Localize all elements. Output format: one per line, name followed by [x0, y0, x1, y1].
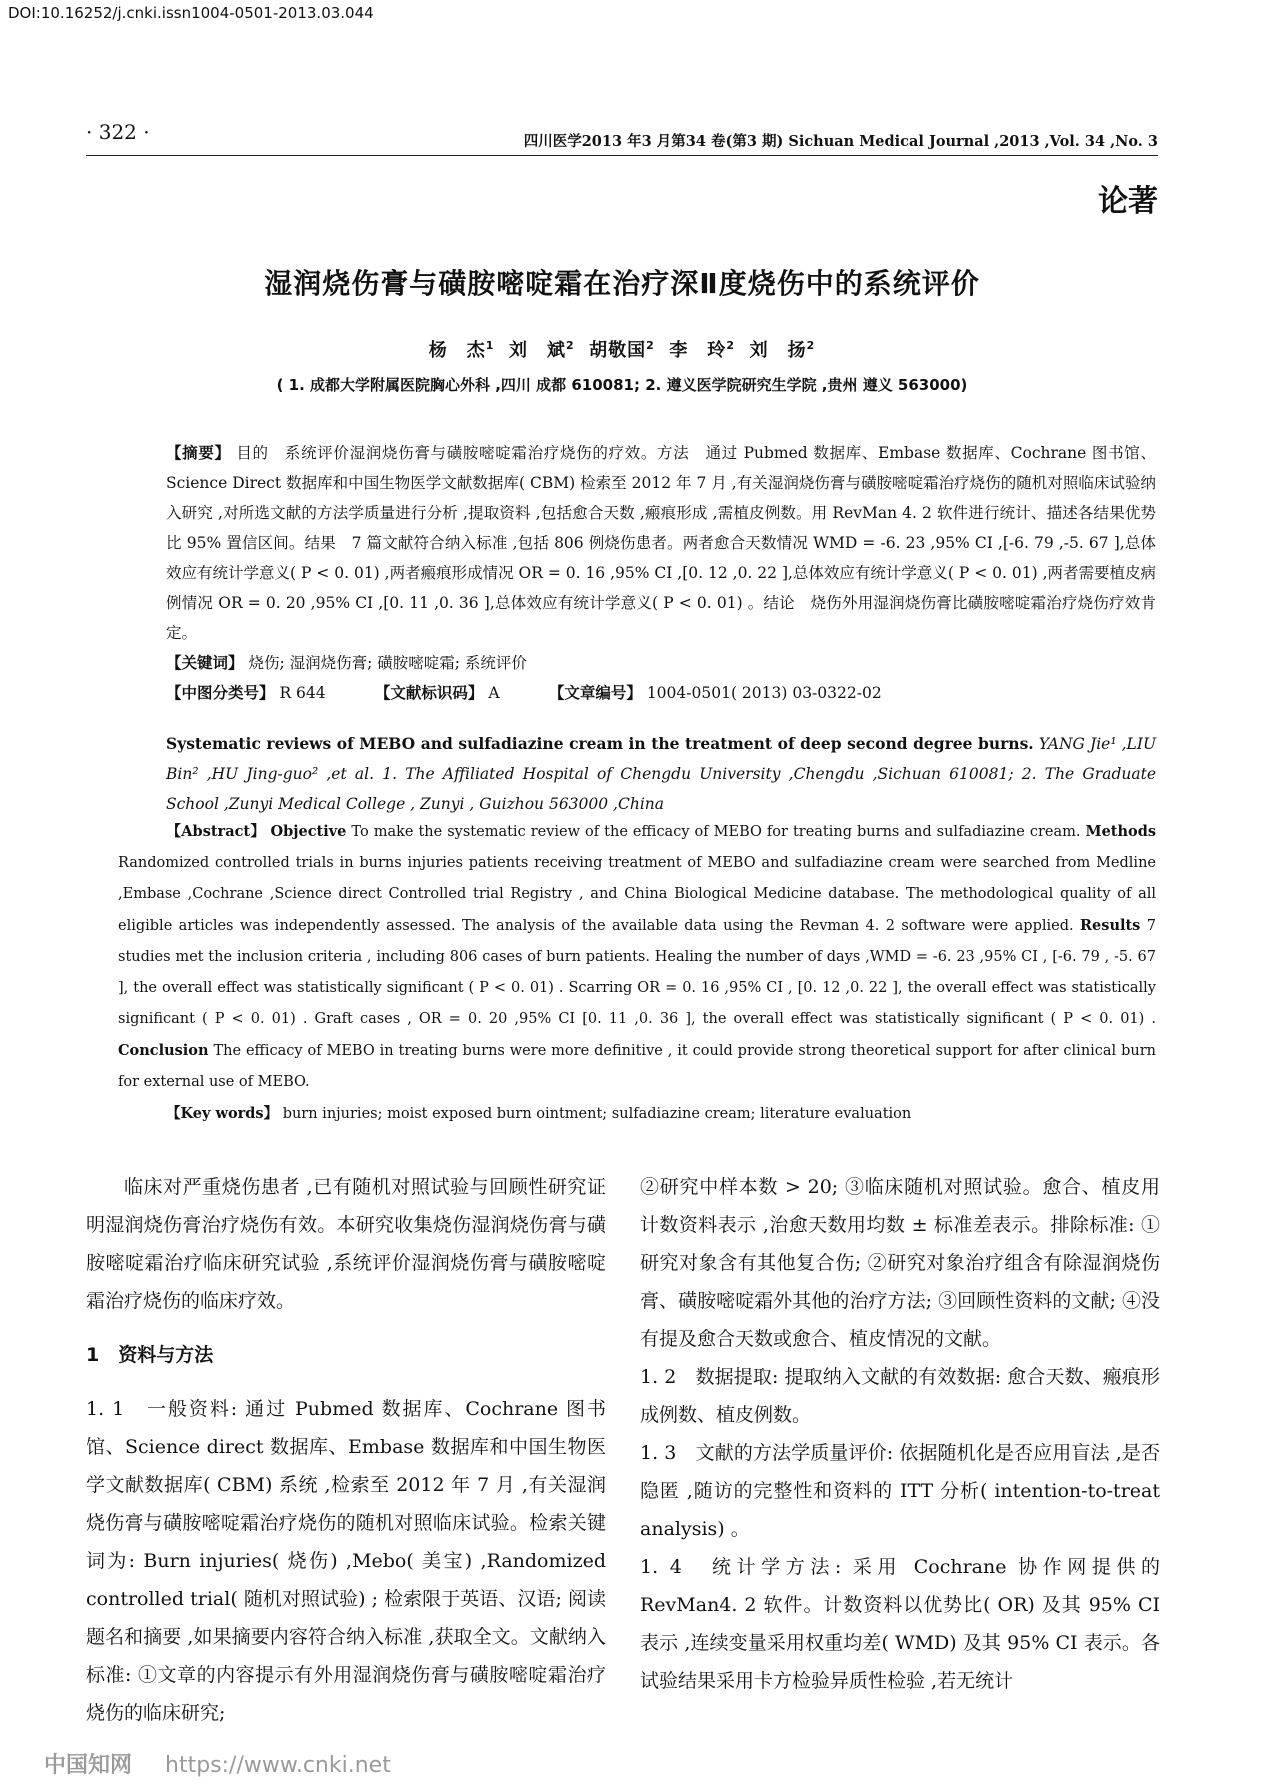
- author: 杨 杰$^1$: [428, 339, 495, 361]
- author-list: [86, 336, 1158, 362]
- paragraph-1-3: 1. 3 文献的方法学质量评价: 依据随机化是否应用盲法 ,是否隐匿 ,随访的完整性和资料的 ITT 分析( intention-to-treat analysis) 。: [640, 1442, 1160, 1540]
- header-rule: [86, 155, 1158, 156]
- classification-line: 【中图分类号】 R 644 【文献标识码】 A 【文章编号】 1004-0501( 2013) 03-0322-02: [166, 683, 882, 702]
- chinese-abstract: [166, 438, 1156, 708]
- author: 胡敬国$^2$: [589, 339, 655, 361]
- abstract-label: 【摘要】: [166, 443, 231, 462]
- abstract-text: 目的 系统评价湿润烧伤膏与磺胺嘧啶霜治疗烧伤的疗效。方法 通过 Pubmed 数据库、Embase 数据库、Cochrane 图书馆、Science Direct 数据库和中国生物医学文献数据库( CBM) 检索至 2012 年 7 月 ,有关湿润烧伤膏与磺胺嘧啶霜治疗烧伤的随机对照临床试验纳入研究 ,对所选文献的方法学质量进行分析 ,提取资料 ,包括愈合天数 ,瘢痕形成 ,需植皮例数。用 RevMan 4. 2 软件进行统计、描述各结果优势比 95% 置信区间。结果 7 篇文献符合纳入标准 ,包括 806 例烧伤患者。两者愈合天数情况 WMD = -6. 23 ,95% CI ,[-6. 79 ,-5. 67 ],总体效应有统计学意义( P < 0. 01) ,两者瘢痕形成情况 OR = 0. 16 ,95% CI ,[0. 12 ,0. 22 ],总体效应有统计学意义( P < 0. 01) ,两者需要植皮病例情况 OR = 0. 20 ,95% CI ,[0. 11 ,0. 36 ],总体效应有统计学意义( P < 0. 01) 。结论 烧伤外用湿润烧伤膏比磺胺嘧啶霜治疗烧伤疗效肯定。: [166, 444, 1157, 642]
- author: 李 玲$^2$: [669, 339, 736, 361]
- page-number: · 322 ·: [86, 120, 150, 144]
- english-title: Systematic reviews of MEBO and sulfadiazine cream in the treatment of deep second degree burns.: [166, 734, 1034, 753]
- journal-header: 四川医学2013 年3 月第34 卷(第3 期) Sichuan Medical Journal ,2013 ,Vol. 34 ,No. 3: [523, 133, 1158, 150]
- body-column-left: [86, 1168, 606, 1732]
- keywords-en-label: 【Key words】: [166, 1105, 279, 1122]
- footer-watermark: [44, 1748, 391, 1779]
- section-heading: 1 资料与方法: [86, 1344, 214, 1366]
- intro-paragraph: 临床对严重烧伤患者 ,已有随机对照试验与回顾性研究证明湿润烧伤膏治疗烧伤有效。本研究收集烧伤湿润烧伤膏与磺胺嘧啶霜治疗临床研究试验 ,系统评价湿润烧伤膏与磺胺嘧啶霜治疗烧伤的临床疗效。: [86, 1176, 606, 1312]
- english-abstract: 【Abstract】 Objective To make the systematic review of the efficacy of MEBO for treating burns and sulfadiazine cream. Methods Randomized controlled trials in burns injuries patients receiving treatment of MEBO and sulfadiazine cream were searched from Medline ,Embase ,Cochrane ,Science direct Controlled trial Registry , and China Biological Medicine database. The methodological quality of all eligible articles was independently assessed. The analysis of the available data using the Revman 4. 2 software were applied. Results 7 studies met the inclusion criteria , including 806 cases of burn patients. Healing the number of days ,WMD = -6. 23 ,95% CI , [-6. 79 , -5. 67 ], the overall effect was statistically significant ( P < 0. 01) . Scarring OR = 0. 16 ,95% CI , [0. 12 ,0. 22 ], the overall effect was statistically significant ( P < 0. 01) . Graft cases , OR = 0. 20 ,95% CI [0. 11 ,0. 36 ], the overall effect was statistically significant ( P < 0. 01) . Conclusion The efficacy of MEBO in treating burns were more definitive , it could provide strong theoretical support for after clinical burn for external use of MEBO. 【Key words】 burn injuries; moist exposed burn ointment; sulfadiazine cream; literature evaluation: [118, 823, 1157, 1122]
- keywords-line: 【关键词】 烧伤; 湿润烧伤膏; 磺胺嘧啶霜; 系统评价: [166, 653, 527, 672]
- english-title-block: [166, 729, 1156, 819]
- paragraph-criteria: ②研究中样本数 > 20; ③临床随机对照试验。愈合、植皮用计数资料表示 ,治愈天数用均数 ± 标准差表示。排除标准: ①研究对象含有其他复合伤; ②研究对象治疗组含有除湿润烧伤膏、磺胺嘧啶霜外其他的治疗方法; ③回顾性资料的文献; ④没有提及愈合天数或愈合、植皮情况的文献。: [640, 1176, 1160, 1350]
- body-column-right: [640, 1168, 1160, 1700]
- english-authors: YANG Jie¹ ,LIU Bin² ,HU Jing-guo² ,et al. 1. The Affiliated Hospital of Chengdu University ,Chengdu ,Sichuan 610081; 2. The Graduate School ,Zunyi Medical College , Zunyi , Guizhou 563000 ,China: [166, 735, 1157, 813]
- author: 刘 斌$^2$: [508, 339, 575, 361]
- cnki-url[interactable]: https://www.cnki.net: [165, 1753, 391, 1778]
- paragraph-1-1: 1. 1 一般资料: 通过 Pubmed 数据库、Cochrane 图书馆、Science direct 数据库、Embase 数据库和中国生物医学文献数据库( CBM) 系统 ,检索至 2012 年 7 月 ,有关湿润烧伤膏与磺胺嘧啶霜治疗烧伤的随机对照临床试验。检索关键词为: Burn injuries( 烧伤) ,Mebo( 美宝) ,Randomized controlled trial( 随机对照试验) ; 检索限于英语、汉语; 阅读题名和摘要 ,如果摘要内容符合纳入标准 ,获取全文。文献纳入标准: ①文章的内容提示有外用湿润烧伤膏与磺胺嘧啶霜治疗烧伤的临床研究;: [86, 1398, 606, 1724]
- paper-title: 湿润烧伤膏与磺胺嘧啶霜在治疗深Ⅱ度烧伤中的系统评价: [264, 267, 980, 300]
- keywords-en: burn injuries; moist exposed burn ointment; sulfadiazine cream; literature evaluation: [282, 1106, 912, 1122]
- section-tag: 论著: [1098, 184, 1158, 219]
- abstract-en-label: 【Abstract】: [166, 823, 266, 840]
- author: 刘 扬$^2$: [749, 339, 816, 361]
- affiliation: ( 1. 成都大学附属医院胸心外科 ,四川 成都 610081; 2. 遵义医学院研究生学院 ,贵州 遵义 563000): [276, 376, 968, 394]
- cnki-logo-text: 中国知网: [44, 1753, 133, 1778]
- doi-line: DOI:10.16252/j.cnki.issn1004-0501-2013.03.044: [8, 4, 374, 22]
- paragraph-1-4: 1. 4 统计学方法: 采用 Cochrane 协作网提供的 RevMan4. 2 软件。计数资料以优势比( OR) 及其 95% CI 表示 ,连续变量采用权重均差( WMD) 及其 95% CI 表示。各试验结果采用卡方检验异质性检验 ,若无统计: [640, 1556, 1160, 1692]
- paragraph-1-2: 1. 2 数据提取: 提取纳入文献的有效数据: 愈合天数、瘢痕形成例数、植皮例数。: [640, 1366, 1160, 1426]
